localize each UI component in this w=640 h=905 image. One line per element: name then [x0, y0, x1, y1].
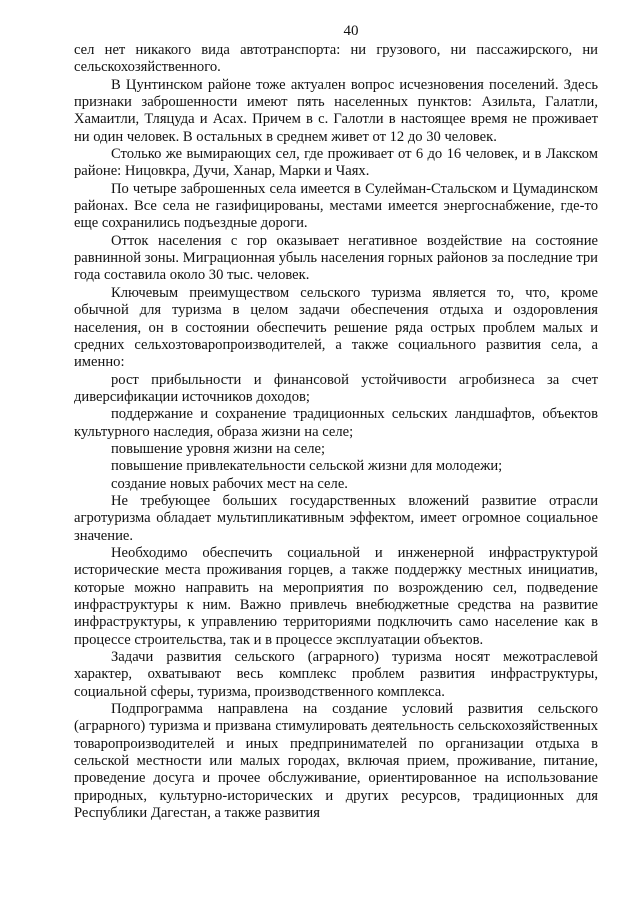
paragraph: Отток населения с гор оказывает негативное воздействие на состояние равнинной зоны. Миграционная убыль населения горных районов за последние три года составила около 30 тыс. человек.: [74, 232, 598, 284]
paragraph: сел нет никакого вида автотранспорта: ни грузового, ни пассажирского, ни сельскохозяйственного.: [74, 42, 598, 76]
list-item: повышение уровня жизни на селе;: [111, 440, 326, 457]
paragraph: Столько же вымирающих сел, где проживает от 6 до 16 человек, и в Лакском районе: Ницовкра, Дучи, Ханар, Марки и Чаях.: [74, 146, 598, 180]
list-item: поддержание и сохранение традиционных сельских ландшафтов, объектов культурного наследия, образа жизни на селе;: [74, 406, 598, 440]
page-number: 40: [343, 23, 359, 39]
paragraph: Ключевым преимуществом сельского туризма является то, что, кроме обычной для туризма в целом задачи обеспечения отдыха и оздоровления населения, он в состоянии обеспечить решение ряда острых проблем малых и средних сельхозтоваропроизводителей, а также социального развития села, а именно:: [74, 284, 598, 371]
paragraph: Необходимо обеспечить социальной и инженерной инфраструктурой исторические места проживания горцев, а также поддержку местных инициатив, которые можно направить на мероприятия по возрождению сел, подведение инфраструктуры к ним. Важно привлечь внебюджетные средства на развитие инфраструктуры, к управлению территориями подключить само население как в процессе строительства, так и в процессе эксплуатации объектов.: [74, 544, 598, 648]
paragraph: Задачи развития сельского (аграрного) туризма носят межотраслевой характер, охватывают весь комплекс проблем развития инфраструктуры, социальной сферы, туризма, производственного комплекса.: [74, 649, 598, 700]
list-item: рост прибыльности и финансовой устойчивости агробизнеса за счет диверсификации источников доходов;: [74, 371, 598, 405]
list-item: создание новых рабочих мест на селе.: [111, 475, 348, 492]
paragraph: По четыре заброшенных села имеется в Сулейман-Стальском и Цумадинском районах. Все села не газифицированы, местами имеется энергоснабжение, где-то еще сохранились подъездные дороги.: [74, 180, 598, 232]
paragraph: Не требующее больших государственных вложений развитие отрасли агротуризма обладает мультипликативным эффектом, имеет огромное социальное значение.: [74, 492, 598, 544]
paragraph: Подпрограмма направлена на создание условий развития сельского (аграрного) туризма и призвана стимулировать деятельность сельскохозяйственных товаропроизводителей и иных предпринимателей по организации отдыха в сельской местности или малых городах, включая прием, проживание, питание, проведение досуга и прочее обслуживание, ориентированное на использование природных, культурно-исторических и других ресурсов, традиционных для Республики Дагестан, а также развития: [74, 701, 598, 822]
body-text: [74, 42, 598, 822]
list-item: повышение привлекательности сельской жизни для молодежи;: [111, 458, 503, 475]
paragraph: В Цунтинском районе тоже актуален вопрос исчезновения поселений. Здесь признаки заброшенности имеют пять населенных пунктов: Азильта, Галатли, Хамаитли, Тляцуда и Асах. Причем в с. Галотли в настоящее время не проживает ни один человек. В остальных в среднем живет от 12 до 30 человек.: [74, 76, 598, 145]
